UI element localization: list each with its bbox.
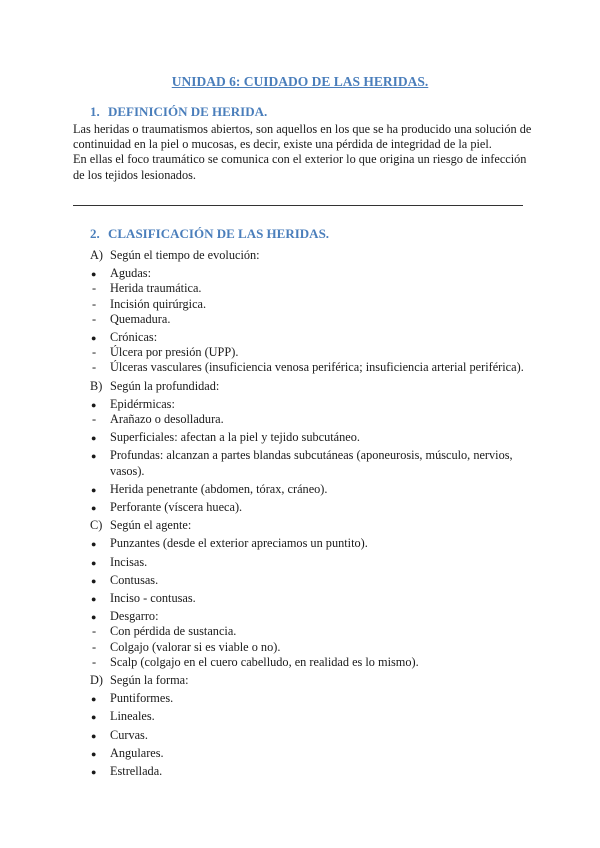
item-text: Herida penetrante (abdomen, tórax, cráneo).	[110, 481, 328, 496]
bullet-icon: ●	[91, 730, 97, 741]
item-text: Profundas: alcanzan a partes blandas subcutáneas (aponeurosis, músculo, nervios, vasos).	[110, 448, 513, 478]
dash-marker: -	[92, 281, 97, 296]
dash-marker: -	[92, 296, 97, 311]
item-text: Úlcera por presión (UPP).	[110, 345, 239, 360]
bullet-icon: ●	[91, 575, 97, 586]
bullet-icon: ●	[91, 767, 97, 778]
subsection-item	[90, 518, 530, 533]
dash-item	[90, 297, 530, 312]
dash-item	[90, 345, 530, 360]
dash-item	[90, 655, 530, 670]
item-text: Punzantes (desde el exterior apreciamos un puntito).	[110, 536, 368, 551]
dash-marker: -	[92, 311, 97, 326]
dash-marker: -	[92, 624, 97, 639]
section-1-body	[73, 122, 533, 183]
bullet-icon: ●	[91, 712, 97, 723]
item-text: Herida traumática.	[110, 281, 202, 296]
item-text: Scalp (colgajo en el cuero cabelludo, en realidad es lo mismo).	[110, 654, 419, 669]
dash-item	[90, 312, 530, 327]
subsection-marker: A)	[90, 248, 103, 262]
bullet-item	[90, 746, 530, 761]
item-text: Según el tiempo de evolución:	[110, 248, 260, 262]
bullet-item	[90, 266, 530, 281]
subsection-marker: B)	[90, 378, 103, 393]
bullet-icon: ●	[91, 594, 97, 605]
item-text: Estrellada.	[110, 764, 163, 779]
item-text: Según la profundidad:	[110, 378, 220, 393]
bullet-icon: ●	[91, 269, 97, 280]
item-text: Crónicas:	[110, 330, 158, 345]
item-text: Agudas:	[110, 266, 151, 281]
bullet-item	[90, 573, 530, 588]
subsection-item	[90, 248, 530, 263]
item-text: Contusas.	[110, 572, 159, 587]
bullet-icon: ●	[91, 748, 97, 759]
bullet-item	[90, 430, 530, 445]
bullet-icon: ●	[91, 451, 97, 462]
bullet-icon: ●	[91, 333, 97, 344]
bullet-icon: ●	[91, 694, 97, 705]
section-1-number: 1.	[90, 104, 100, 119]
item-text: Arañazo o desolladura.	[110, 412, 224, 427]
bullet-item	[90, 709, 530, 724]
dash-marker: -	[92, 412, 97, 427]
bullet-item	[90, 591, 530, 606]
bullet-icon: ●	[91, 539, 97, 550]
dash-item	[90, 281, 530, 296]
subsection-marker: D)	[90, 673, 103, 688]
bullet-item	[90, 764, 530, 779]
item-text: Puntiformes.	[110, 691, 174, 706]
section-1-title: DEFINICIÓN DE HERIDA.	[108, 104, 268, 119]
item-text: Según el agente:	[110, 518, 192, 533]
bullet-icon: ●	[91, 484, 97, 495]
dash-marker: -	[92, 360, 97, 375]
document-title: UNIDAD 6: CUIDADO DE LAS HERIDAS.	[171, 74, 429, 89]
item-text: Úlceras vasculares (insuficiencia venosa periférica; insuficiencia arterial periférica).	[110, 360, 524, 375]
section-2-title: CLASIFICACIÓN DE LAS HERIDAS.	[108, 226, 330, 241]
item-text: Según la forma:	[110, 673, 189, 688]
bullet-item	[90, 482, 530, 497]
paragraph: En ellas el foco traumático se comunica con el exterior lo que origina un riesgo de infección de los tejidos lesionados.	[73, 152, 527, 182]
dash-item	[90, 624, 530, 639]
dash-item	[90, 640, 530, 655]
bullet-icon: ●	[91, 399, 97, 410]
bullet-icon: ●	[91, 557, 97, 568]
item-text: Curvas.	[110, 727, 148, 742]
item-text: Quemadura.	[110, 311, 171, 326]
item-text: Inciso - contusas.	[110, 591, 196, 606]
bullet-item	[90, 448, 530, 478]
bullet-icon: ●	[91, 503, 97, 514]
dash-item	[90, 360, 530, 375]
item-text: Epidérmicas:	[110, 396, 175, 411]
item-text: Con pérdida de sustancia.	[110, 624, 237, 639]
horizontal-rule	[73, 205, 523, 206]
item-text: Incisión quirúrgica.	[110, 296, 207, 311]
subsection-item	[90, 673, 530, 688]
section-2-number: 2.	[90, 226, 100, 241]
dash-marker: -	[92, 345, 97, 360]
bullet-item	[90, 555, 530, 570]
paragraph: Las heridas o traumatismos abiertos, son aquellos en los que se ha producido una solución de continuidad en la piel o mucosas, es decir, existe una pérdida de integridad de la piel.	[73, 122, 532, 152]
item-text: Lineales.	[110, 709, 155, 724]
dash-marker: -	[92, 654, 97, 669]
item-text: Desgarro:	[110, 609, 159, 624]
bullet-item	[90, 691, 530, 706]
bullet-item	[90, 500, 530, 515]
bullet-item	[90, 536, 530, 551]
section-2-heading	[90, 226, 329, 242]
item-text: Superficiales: afectan a la piel y tejido subcutáneo.	[110, 430, 360, 445]
bullet-item	[90, 330, 530, 345]
bullet-item	[90, 397, 530, 412]
bullet-item	[90, 728, 530, 743]
dash-marker: -	[92, 639, 97, 654]
subsection-marker: C)	[90, 518, 103, 533]
bullet-icon: ●	[91, 433, 97, 444]
classification-list	[90, 245, 530, 779]
subsection-item	[90, 379, 530, 394]
item-text: Colgajo (valorar si es viable o no).	[110, 639, 281, 654]
item-text: Perforante (víscera hueca).	[110, 500, 243, 515]
bullet-item	[90, 609, 530, 624]
dash-item	[90, 412, 530, 427]
bullet-icon: ●	[91, 612, 97, 623]
section-1-heading	[90, 104, 267, 120]
item-text: Angulares.	[110, 745, 164, 760]
item-text: Incisas.	[110, 554, 148, 569]
